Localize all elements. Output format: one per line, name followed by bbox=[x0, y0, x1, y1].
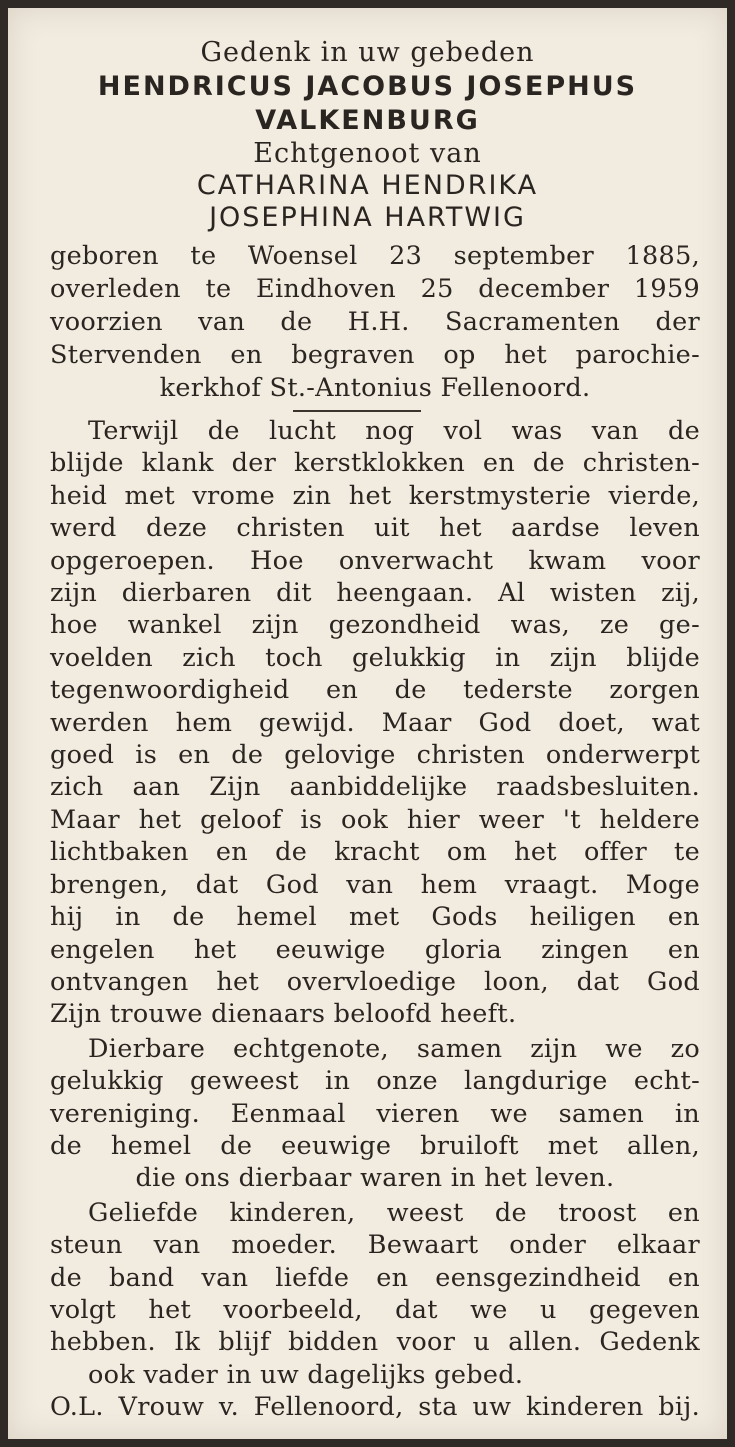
paragraph-line: Terwijl de lucht nog vol was van de bbox=[88, 416, 700, 446]
dates-line: geboren te Woensel 23 september 1885, bbox=[50, 241, 700, 271]
paragraph-line: de band van liefde en eensgezindheid en bbox=[50, 1262, 700, 1293]
paragraph-line: hoe wankel zijn gezondheid was, ze ge- bbox=[50, 610, 700, 641]
paragraph-line: brengen, dat God van hem vraagt. Moge bbox=[50, 869, 700, 900]
paragraph-line: hebben. Ik blijf bidden voor u allen. Gedenk bbox=[50, 1327, 700, 1358]
paragraph-line: Dierbare echtgenote, samen zijn we zo bbox=[88, 1033, 700, 1064]
paragraph-line: Zijn trouwe dienaars beloofd heeft. bbox=[50, 999, 517, 1030]
paragraph-line: de hemel de eeuwige bruiloft met allen, bbox=[50, 1130, 700, 1161]
paragraph-line: voelden zich toch gelukkig in zijn blijde bbox=[50, 642, 700, 673]
paragraph-line: hij in de hemel met Gods heiligen en bbox=[50, 902, 700, 933]
paragraph-line: goed is en de gelovige christen onderwerpt bbox=[50, 740, 700, 771]
paragraph-line: engelen het eeuwige gloria zingen en bbox=[50, 934, 700, 965]
paragraph-line: ontvangen het overvloedige loon, dat God bbox=[50, 966, 700, 997]
spouse-name-line-1: CATHARINA HENDRIKA bbox=[196, 170, 539, 201]
paragraph-2 bbox=[50, 1033, 700, 1195]
paragraph-line: zich aan Zijn aanbiddelijke raadsbesluiten. bbox=[50, 772, 700, 803]
dates-line: kerkhof St.-Antonius Fellenoord. bbox=[159, 373, 591, 403]
life-dates-block bbox=[50, 240, 700, 405]
card-header bbox=[8, 36, 727, 234]
dates-line: Stervenden en begraven op het parochie- bbox=[50, 340, 700, 370]
text-body bbox=[50, 415, 700, 1424]
paragraph-line: tegenwoordigheid en de tederste zorgen bbox=[50, 675, 700, 706]
paragraph-line: opgeroepen. Hoe onverwacht kwam voor bbox=[50, 545, 700, 576]
intro-line: Gedenk in uw gebeden bbox=[200, 37, 535, 68]
spouse-name-line-2: JOSEPHINA HARTWIG bbox=[209, 202, 526, 233]
paragraph-line: steun van moeder. Bewaart onder elkaar bbox=[50, 1230, 700, 1261]
memorial-card bbox=[8, 8, 727, 1439]
closing-line: O.L. Vrouw v. Fellenoord, sta uw kinderen bij. bbox=[50, 1392, 700, 1423]
dates-line: overleden te Eindhoven 25 december 1959 bbox=[50, 274, 700, 304]
deceased-name-line-2: VALKENBURG bbox=[255, 105, 480, 136]
paragraph-line: volgt het voorbeeld, dat we u gegeven bbox=[50, 1294, 700, 1325]
paragraph-line: lichtbaken en de kracht om het offer te bbox=[50, 837, 700, 868]
paragraph-line: gelukkig geweest in onze langdurige echt- bbox=[50, 1066, 700, 1097]
paragraph-line: Geliefde kinderen, weest de troost en bbox=[88, 1197, 700, 1228]
spouse-label: Echtgenoot van bbox=[253, 138, 482, 169]
divider-rule bbox=[293, 410, 421, 412]
paragraph-line: Maar het geloof is ook hier weer 't heldere bbox=[50, 804, 700, 835]
paragraph-line: werden hem gewijd. Maar God doet, wat bbox=[50, 707, 700, 738]
paragraph-line: blijde klank der kerstklokken en de christen- bbox=[50, 448, 700, 479]
paragraph-line: zijn dierbaren dit heengaan. Al wisten zij, bbox=[50, 578, 700, 609]
paragraph-line: ook vader in uw dagelijks gebed. bbox=[88, 1359, 524, 1390]
paragraph-line: vereniging. Eenmaal vieren we samen in bbox=[50, 1098, 700, 1129]
paragraph-line: die ons dierbaar waren in het leven. bbox=[135, 1163, 615, 1194]
paragraph-line: werd deze christen uit het aardse leven bbox=[50, 513, 700, 544]
paragraph-line: heid met vrome zin het kerstmysterie vierde, bbox=[50, 480, 700, 511]
deceased-name-line-1: HENDRICUS JACOBUS JOSEPHUS bbox=[97, 71, 638, 102]
paragraph-3 bbox=[50, 1197, 700, 1424]
dates-line: voorzien van de H.H. Sacramenten der bbox=[50, 307, 700, 337]
paragraph-1 bbox=[50, 415, 700, 1031]
